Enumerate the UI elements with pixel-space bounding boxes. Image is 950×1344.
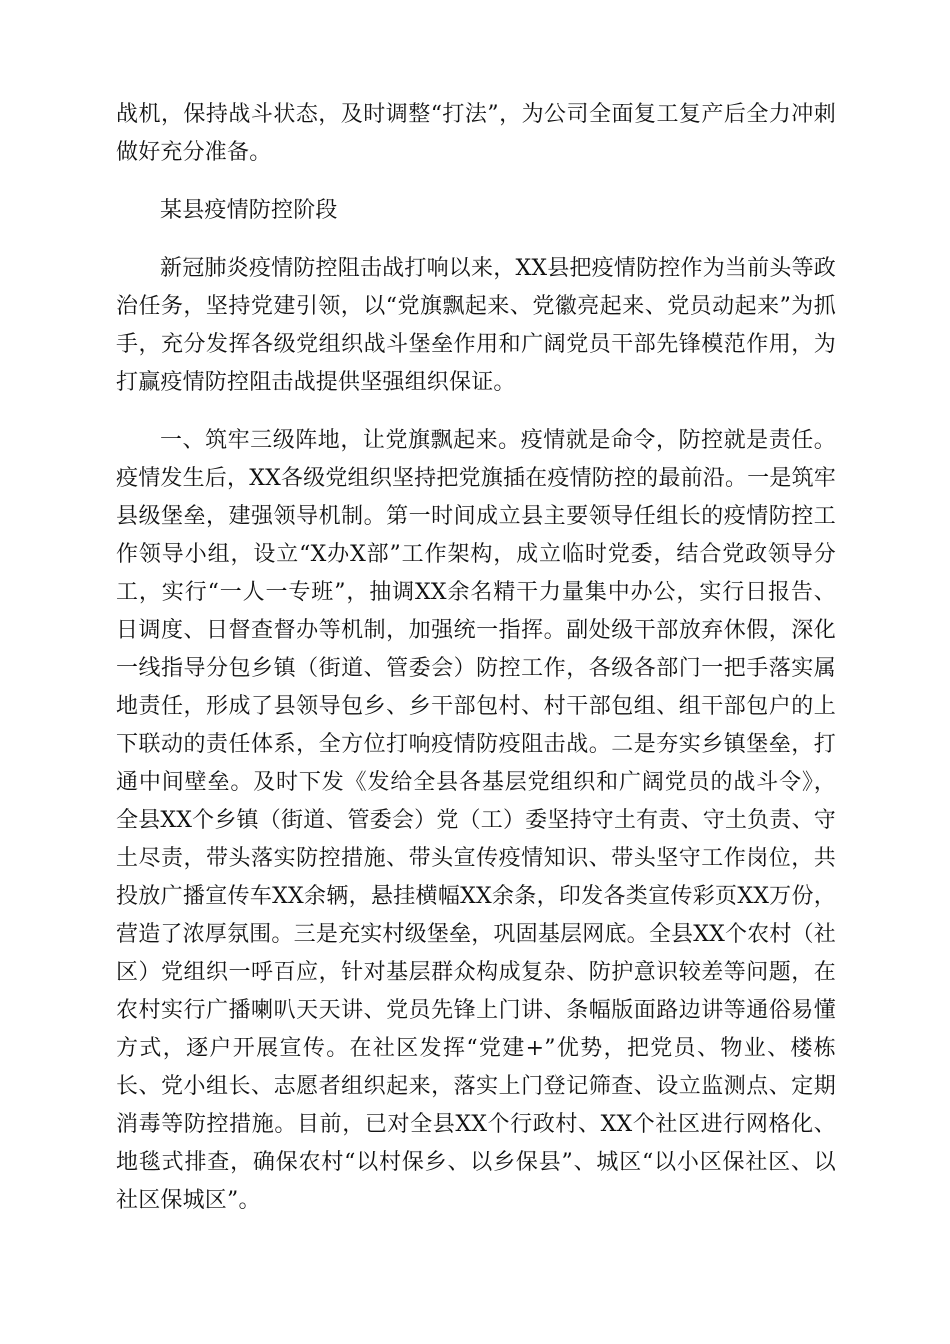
paragraph-continuation: 战机，保持战斗状态，及时调整“打法”，为公司全面复工复产后全力冲刺做好充分准备。 bbox=[116, 102, 836, 165]
document-page bbox=[116, 96, 836, 1220]
paragraph-section-one: 一、筑牢三级阵地，让党旗飘起来。疫情就是命令，防控就是责任。疫情发生后，XX各级党组织坚持把党旗插在疫情防控的最前沿。一是筑牢县级堡垒，建强领导机制。第一时间成立县主要领导任组长的疫情防控工作领导小组，设立“X办X部”工作架构，成立临时党委，结合党政领导分工，实行“一人一专班”，抽调XX余名精干力量集中办公，实行日报告、日调度、日督查督办等机制，加强统一指挥。副处级干部放弃休假，深化一线指导分包乡镇（街道、管委会）防控工作，各级各部门一把手落实属地责任，形成了县领导包乡、乡干部包村、村干部包组、组干部包户的上下联动的责任体系，全方位打响疫情防疫阻击战。二是夯实乡镇堡垒，打通中间壁垒。及时下发《发给全县各基层党组织和广阔党员的战斗令》，全县XX个乡镇（街道、管委会）党（工）委坚持守土有责、守土负责、守土尽责，带头落实防控措施、带头宣传疫情知识、带头坚守工作岗位，共投放广播宣传车XX余辆，悬挂横幅XX余条，印发各类宣传彩页XX万份，营造了浓厚氛围。三是充实村级堡垒，巩固基层网底。全县XX个农村（社区）党组织一呼百应，针对基层群众构成复杂、防护意识较差等问题，在农村实行广播喇叭天天讲、党员先锋上门讲、条幅版面路边讲等通俗易懂方式，逐户开展宣传。在社区发挥“党建+”优势，把党员、物业、楼栋长、党小组长、志愿者组织起来，落实上门登记筛查、设立监测点、定期消毒等防控措施。目前，已对全县XX个行政村、XX个社区进行网格化、地毯式排查，确保农村“以村保乡、以乡保县”、城区“以小区保社区、以社区保城区”。 bbox=[116, 428, 836, 1213]
section-heading: 某县疫情防控阶段 bbox=[160, 198, 338, 223]
paragraph-intro: 新冠肺炎疫情防控阻击战打响以来，XX县把疫情防控作为当前头等政治任务，坚持党建引领，以“党旗飘起来、党徽亮起来、党员动起来”为抓手，充分发挥各级党组织战斗堡垒作用和广阔党员干部先锋模范作用，为打赢疫情防控阻击战提供坚强组织保证。 bbox=[116, 256, 836, 395]
